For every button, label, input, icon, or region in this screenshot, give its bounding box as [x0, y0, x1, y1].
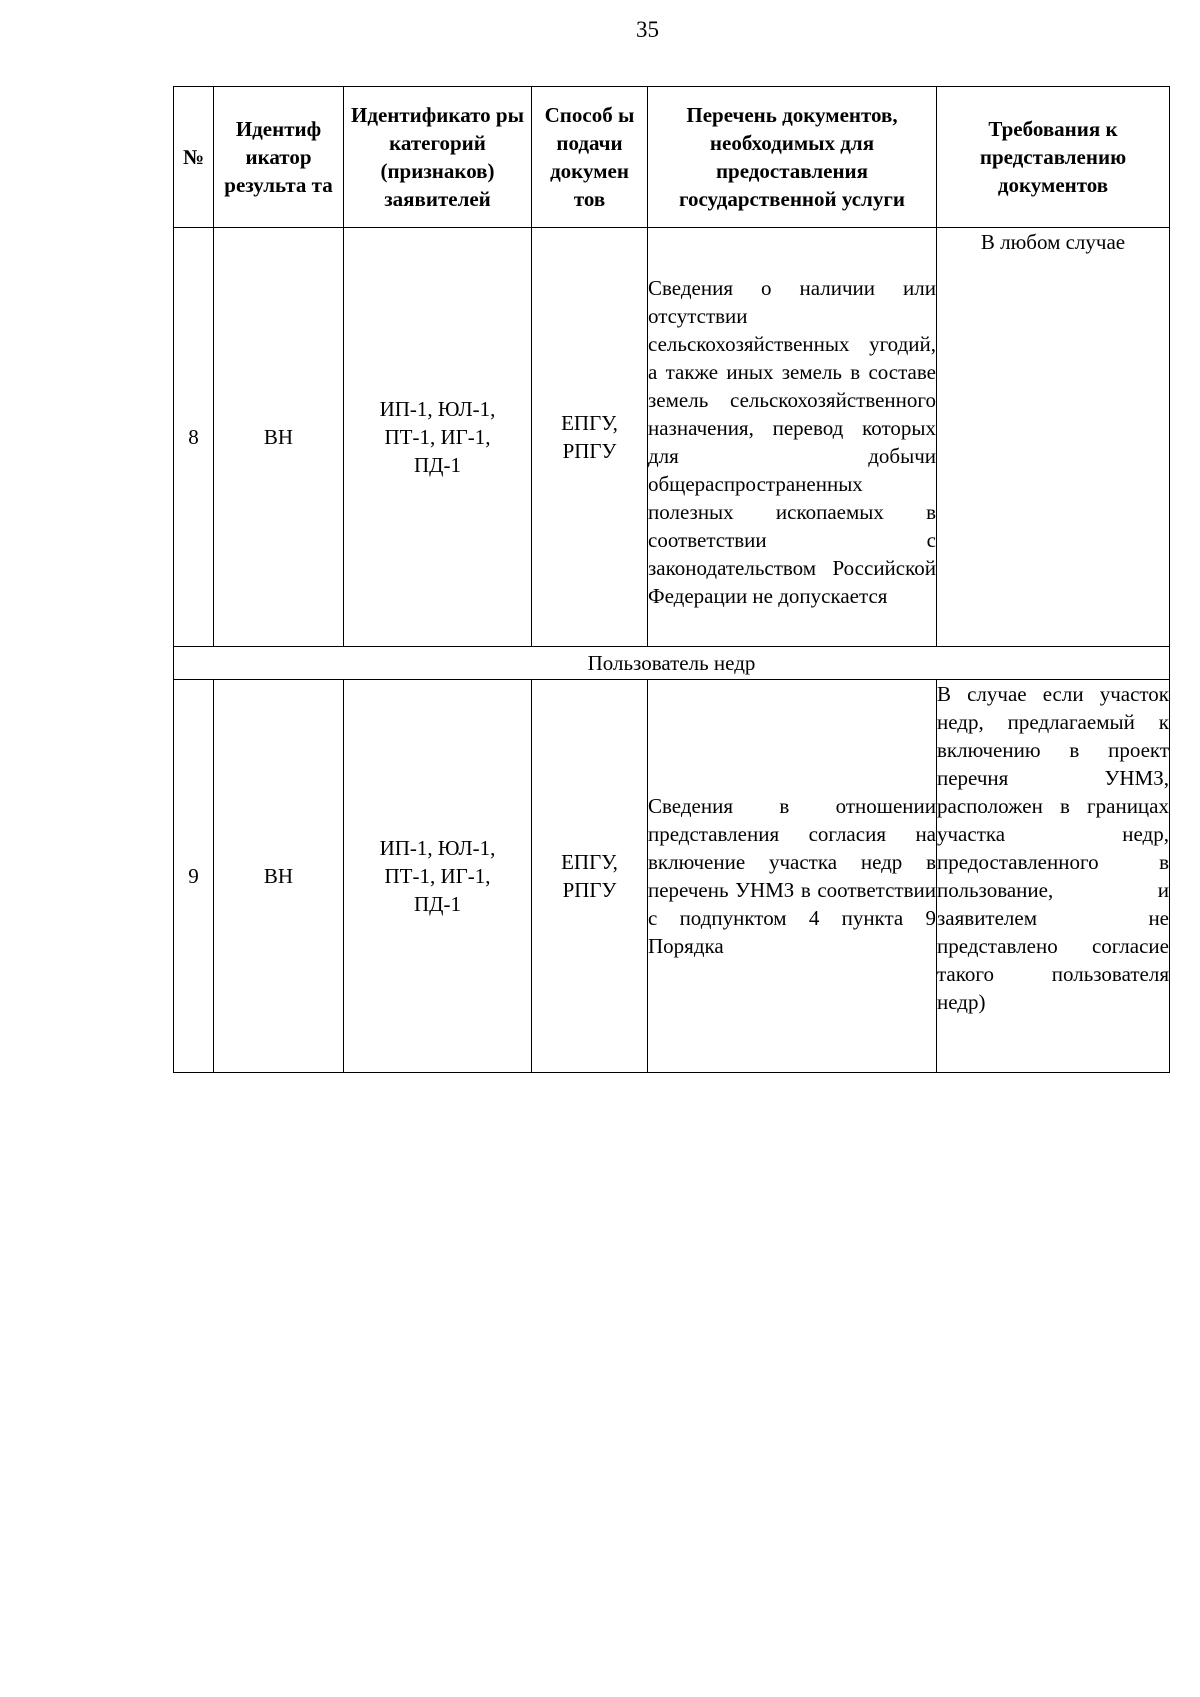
header-submission-methods: Способ ы подачи докумен тов: [532, 87, 648, 228]
documents-text: Сведения о наличии или отсутствии сельскохозяйственных угодий, а также иных земель в составе земель сельскохозяйственного назначения, перевод которых для добычи общераспространенных полезных ископаемых в соответствии с законодательством Российской Федерации не допускается: [648, 276, 936, 608]
row-number: 8: [174, 228, 214, 647]
documents-list: [648, 228, 937, 647]
header-documents-list: Перечень документов, необходимых для предоставления государственной услуги: [648, 87, 937, 228]
header-requirements: Требования к представлению документов: [937, 87, 1170, 228]
page-number: 35: [636, 17, 659, 42]
table-row: [174, 228, 1170, 647]
table-header-row: [174, 87, 1170, 228]
submission-methods: ЕПГУ, РПГУ: [532, 228, 648, 647]
header-applicant-categories: Идентификато ры категорий (признаков) заявителей: [344, 87, 532, 228]
row-number: 9: [174, 680, 214, 1073]
table-row: [174, 680, 1170, 1073]
documents-table: [173, 86, 1170, 1073]
header-number: №: [174, 87, 214, 228]
documents-list: Сведения в отношении представления согласия на включение участка недр в перечень УНМЗ в соответствии с подпунктом 4 пункта 9 Порядка: [648, 680, 937, 1073]
result-id: ВН: [214, 680, 344, 1073]
submission-methods: ЕПГУ, РПГУ: [532, 680, 648, 1073]
section-label: Пользователь недр: [174, 647, 1170, 680]
result-id: ВН: [214, 228, 344, 647]
requirements: В случае если участок недр, предлагаемый к включению в проект перечня УНМЗ, расположен в границах участка недр, предоставленного в пользование, и заявителем не представлено согласие такого пользователя недр): [937, 680, 1170, 1073]
requirements: В любом случае: [937, 228, 1170, 647]
section-row: [174, 647, 1170, 680]
applicant-categories: ИП-1, ЮЛ-1, ПТ-1, ИГ-1, ПД-1: [344, 680, 532, 1073]
header-result-id: Идентиф икатор результа та: [214, 87, 344, 228]
applicant-categories: ИП-1, ЮЛ-1, ПТ-1, ИГ-1, ПД-1: [344, 228, 532, 647]
